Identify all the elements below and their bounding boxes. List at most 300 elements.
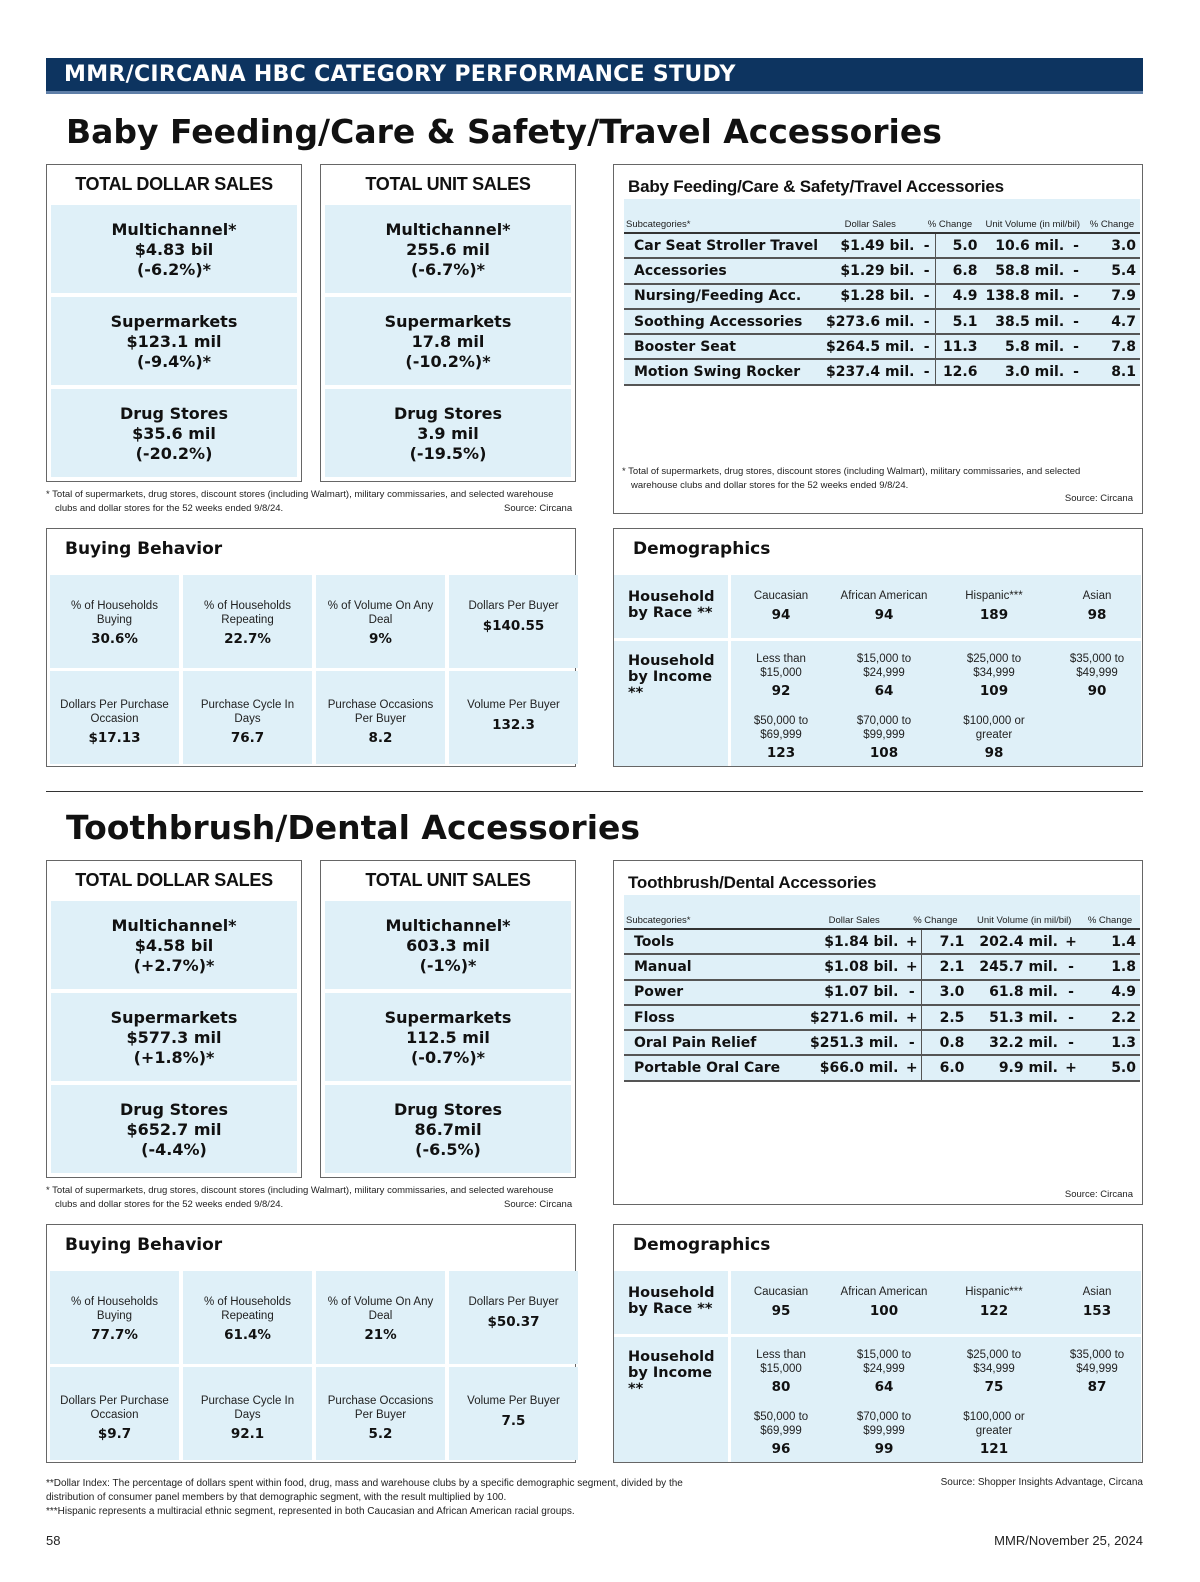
table-cell: 32.2 mil. bbox=[968, 1030, 1062, 1055]
buying-metric bbox=[50, 671, 179, 764]
total-dollar-sales-box bbox=[46, 164, 302, 482]
metric-value: 61.4% bbox=[224, 1327, 271, 1343]
metric-value: 7.5 bbox=[501, 1412, 526, 1429]
table-cell: Motion Swing Rocker bbox=[624, 359, 822, 384]
sales-line: (-20.2%) bbox=[135, 444, 213, 463]
table-cell: 10.6 mil. bbox=[981, 233, 1068, 258]
sales-line: 255.6 mil bbox=[406, 240, 490, 259]
sales-line: $652.7 mil bbox=[126, 1120, 222, 1139]
race-name: Asian bbox=[1082, 590, 1112, 602]
metric-label: % of Households Buying bbox=[71, 600, 158, 626]
race-index: 98 bbox=[1087, 606, 1107, 623]
income-label: Household by Income ** bbox=[628, 653, 715, 701]
table-cell: - bbox=[902, 980, 921, 1005]
column-header: Subcategories* bbox=[624, 199, 822, 233]
table-cell: $1.07 bil. bbox=[806, 980, 902, 1005]
sales-line: Supermarkets bbox=[110, 312, 238, 331]
table-cell: - bbox=[918, 233, 935, 258]
sales-line: Multichannel* bbox=[385, 916, 511, 935]
subcategory-table bbox=[624, 199, 1140, 386]
table-cell: 245.7 mil. bbox=[968, 954, 1062, 979]
race-index: 189 bbox=[979, 606, 1009, 623]
sales-cell bbox=[325, 297, 571, 385]
buying-behavior-title: Buying Behavior bbox=[65, 1235, 223, 1255]
table-cell: 51.3 mil. bbox=[968, 1005, 1062, 1030]
column-header: Dollar Sales bbox=[822, 199, 918, 233]
metric-value: $140.55 bbox=[482, 617, 545, 634]
table-cell: 8.1 bbox=[1084, 359, 1140, 384]
footer-source: Source: Shopper Insights Advantage, Circana bbox=[940, 1477, 1143, 1488]
income-bracket: $35,000 to $49,999 bbox=[1069, 653, 1125, 679]
table-cell: - bbox=[1068, 233, 1084, 258]
table-cell: Tools bbox=[624, 929, 806, 954]
demographics-title: Demographics bbox=[633, 539, 771, 559]
sales-footnote: * Total of supermarkets, drug stores, discount stores (including Walmart), military commissaries, and selected warehouse clubs and dollar stores for the 52 weeks ended 9/8/24. bbox=[46, 1185, 554, 1210]
page-number: 58 bbox=[46, 1533, 61, 1548]
table-cell: $273.6 mil. bbox=[822, 309, 918, 334]
column-header: % Change bbox=[1084, 199, 1140, 233]
table-cell: Nursing/Feeding Acc. bbox=[624, 284, 822, 309]
income-metric bbox=[944, 653, 1044, 699]
sales-line: (-6.7%)* bbox=[410, 260, 485, 279]
race-metric bbox=[1047, 590, 1147, 623]
race-metric bbox=[731, 1286, 831, 1319]
income-index: 87 bbox=[1087, 1379, 1107, 1395]
race-index: 100 bbox=[869, 1302, 899, 1319]
table-cell: - bbox=[902, 1030, 921, 1055]
race-metric bbox=[944, 1286, 1044, 1319]
table-cell: $264.5 mil. bbox=[822, 334, 918, 359]
table-cell: 38.5 mil. bbox=[981, 309, 1068, 334]
table-cell: - bbox=[918, 309, 935, 334]
sales-line: (-0.7%)* bbox=[410, 1048, 485, 1067]
table-row bbox=[624, 334, 1140, 359]
table-cell: + bbox=[1062, 1055, 1080, 1080]
table-cell: 5.0 bbox=[1080, 1055, 1140, 1080]
sales-line: Supermarkets bbox=[384, 312, 512, 331]
table-cell: - bbox=[918, 258, 935, 283]
sales-line: (-6.2%)* bbox=[136, 260, 211, 279]
metric-value: 92.1 bbox=[230, 1426, 265, 1442]
table-cell: Power bbox=[624, 980, 806, 1005]
metric-label: % of Volume On Any Deal bbox=[327, 600, 434, 626]
table-row bbox=[624, 1055, 1140, 1080]
table-header-row bbox=[624, 199, 1140, 233]
metric-label: % of Households Repeating bbox=[204, 1296, 291, 1322]
buying-metric bbox=[449, 1271, 578, 1364]
subcategory-table-box bbox=[613, 164, 1143, 514]
income-bracket: $15,000 to $24,999 bbox=[856, 1349, 912, 1375]
income-bracket: $25,000 to $34,999 bbox=[966, 653, 1022, 679]
table-cell: 2.2 bbox=[1080, 1005, 1140, 1030]
income-metric bbox=[834, 715, 934, 761]
table-cell: 9.9 mil. bbox=[968, 1055, 1062, 1080]
table-cell: - bbox=[1068, 359, 1084, 384]
sales-line: 603.3 mil bbox=[406, 936, 490, 955]
buying-metric bbox=[449, 671, 578, 764]
race-name: Caucasian bbox=[753, 1286, 809, 1298]
demographics-box bbox=[613, 1224, 1143, 1463]
table-cell: 1.4 bbox=[1080, 929, 1140, 954]
table-cell: 1.8 bbox=[1080, 954, 1140, 979]
metric-value: $50.37 bbox=[487, 1313, 540, 1330]
sales-cell bbox=[325, 1085, 571, 1173]
table-cell: $1.08 bil. bbox=[806, 954, 902, 979]
income-index: 108 bbox=[869, 745, 899, 761]
demographics-box bbox=[613, 528, 1143, 767]
table-cell: 3.0 bbox=[922, 980, 969, 1005]
metric-label: Purchase Occasions Per Buyer bbox=[327, 1395, 434, 1421]
column-header: Unit Volume (in mil/bil) bbox=[968, 895, 1080, 929]
buying-metric bbox=[316, 575, 445, 668]
table-cell: Accessories bbox=[624, 258, 822, 283]
table-cell: - bbox=[1062, 980, 1080, 1005]
buying-metric bbox=[183, 1367, 312, 1460]
income-index: 96 bbox=[771, 1441, 791, 1457]
buying-metric bbox=[449, 1367, 578, 1460]
section-title: Baby Feeding/Care & Safety/Travel Accessories bbox=[66, 112, 942, 151]
sales-line: Drug Stores bbox=[393, 1100, 502, 1119]
buying-metric bbox=[316, 671, 445, 764]
income-bracket: Less than $15,000 bbox=[756, 1349, 806, 1375]
income-bracket: Less than $15,000 bbox=[756, 653, 806, 679]
footer-notes bbox=[46, 1477, 686, 1519]
sales-line: Multichannel* bbox=[111, 220, 237, 239]
race-metric bbox=[1047, 1286, 1147, 1319]
table-cell: 2.1 bbox=[922, 954, 969, 979]
table-cell: 7.1 bbox=[922, 929, 969, 954]
sales-line: 86.7mil bbox=[414, 1120, 482, 1139]
income-bracket: $15,000 to $24,999 bbox=[856, 653, 912, 679]
footnote-hispanic: ***Hispanic represents a multiracial ethnic segment, represented in both Caucasian and African American racial groups. bbox=[46, 1506, 575, 1517]
income-metric bbox=[1047, 1349, 1147, 1395]
race-metric bbox=[731, 590, 831, 623]
table-cell: $1.28 bil. bbox=[822, 284, 918, 309]
income-index: 123 bbox=[766, 745, 796, 761]
income-metric bbox=[731, 715, 831, 761]
table-cell: - bbox=[1062, 954, 1080, 979]
race-index: 95 bbox=[771, 1302, 791, 1319]
table-cell: + bbox=[902, 1055, 921, 1080]
income-metric bbox=[834, 653, 934, 699]
buying-metric bbox=[316, 1367, 445, 1460]
table-cell: 3.0 bbox=[1084, 233, 1140, 258]
metric-value: 22.7% bbox=[224, 631, 271, 647]
sales-line: $123.1 mil bbox=[126, 332, 222, 351]
metric-label: Dollars Per Buyer bbox=[468, 600, 559, 612]
table-cell: - bbox=[1062, 1005, 1080, 1030]
subcategory-table-box bbox=[613, 860, 1143, 1205]
metric-value: 9% bbox=[369, 631, 392, 647]
total-dollar-sales-box bbox=[46, 860, 302, 1178]
table-cell: + bbox=[902, 954, 921, 979]
metric-label: Purchase Occasions Per Buyer bbox=[327, 699, 434, 725]
metric-label: % of Households Buying bbox=[71, 1296, 158, 1322]
income-index: 90 bbox=[1087, 683, 1107, 699]
table-cell: 6.8 bbox=[935, 258, 981, 283]
buying-metric bbox=[183, 1271, 312, 1364]
income-metric bbox=[944, 1349, 1044, 1395]
subcategory-footnote: * Total of supermarkets, drug stores, discount stores (including Walmart), military commissaries, and selected warehouse clubs and dollar stores for the 52 weeks ended 9/8/24. bbox=[622, 466, 1081, 491]
income-index: 64 bbox=[874, 683, 894, 699]
income-index: 109 bbox=[979, 683, 1009, 699]
table-row bbox=[624, 1005, 1140, 1030]
table-header-row bbox=[624, 895, 1140, 929]
table-row bbox=[624, 258, 1140, 283]
table-cell: Booster Seat bbox=[624, 334, 822, 359]
table-cell: 5.0 bbox=[935, 233, 981, 258]
subcategory-table-title: Toothbrush/Dental Accessories bbox=[628, 873, 877, 892]
table-cell: 4.7 bbox=[1084, 309, 1140, 334]
column-header: Dollar Sales bbox=[806, 895, 902, 929]
race-index: 153 bbox=[1082, 1302, 1112, 1319]
column-header: Unit Volume (in mil/bil) bbox=[981, 199, 1084, 233]
subcategory-table-title: Baby Feeding/Care & Safety/Travel Accessories bbox=[628, 177, 1004, 196]
metric-label: % of Volume On Any Deal bbox=[327, 1296, 434, 1322]
race-metric bbox=[834, 590, 934, 623]
income-index: 75 bbox=[984, 1379, 1004, 1395]
metric-value: 8.2 bbox=[368, 730, 393, 746]
sales-cell bbox=[325, 205, 571, 293]
race-name: Caucasian bbox=[753, 590, 809, 602]
table-row bbox=[624, 1030, 1140, 1055]
table-cell: - bbox=[918, 334, 935, 359]
column-header: % Change bbox=[902, 895, 968, 929]
section-title: Toothbrush/Dental Accessories bbox=[66, 808, 641, 847]
sales-cell bbox=[51, 205, 297, 293]
table-cell: 3.0 mil. bbox=[981, 359, 1068, 384]
table-cell: Soothing Accessories bbox=[624, 309, 822, 334]
metric-label: Purchase Cycle In Days bbox=[200, 1395, 295, 1421]
sales-line: Supermarkets bbox=[110, 1008, 238, 1027]
table-cell: 12.6 bbox=[935, 359, 981, 384]
issue-date: MMR/November 25, 2024 bbox=[994, 1533, 1143, 1548]
income-index: 64 bbox=[874, 1379, 894, 1395]
sales-line: Multichannel* bbox=[111, 916, 237, 935]
income-index: 99 bbox=[874, 1441, 894, 1457]
metric-label: Volume Per Buyer bbox=[467, 1395, 560, 1407]
table-cell: 11.3 bbox=[935, 334, 981, 359]
table-cell: Oral Pain Relief bbox=[624, 1030, 806, 1055]
sales-line: (-9.4%)* bbox=[136, 352, 211, 371]
race-index: 94 bbox=[874, 606, 894, 623]
table-cell: $1.29 bil. bbox=[822, 258, 918, 283]
sales-line: (-4.4%) bbox=[141, 1140, 207, 1159]
section-divider bbox=[46, 791, 1143, 792]
table-cell: Floss bbox=[624, 1005, 806, 1030]
table-cell: $66.0 mil. bbox=[806, 1055, 902, 1080]
income-index: 92 bbox=[771, 683, 791, 699]
table-cell: $1.49 bil. bbox=[822, 233, 918, 258]
table-cell: 6.0 bbox=[922, 1055, 969, 1080]
buying-behavior-box bbox=[46, 1224, 576, 1463]
subcategory-table bbox=[624, 895, 1140, 1082]
metric-label: Dollars Per Buyer bbox=[468, 1296, 559, 1308]
footnote-dollar-index: **Dollar Index: The percentage of dollars spent within food, drug, mass and warehouse clubs by a specific demographic segment, divided by the distribution of consumer panel members by that demographic segment, with the result multiplied by 100. bbox=[46, 1478, 683, 1503]
table-cell: - bbox=[1068, 334, 1084, 359]
total-unit-sales-box bbox=[320, 164, 576, 482]
race-label: Household by Race ** bbox=[628, 1285, 715, 1317]
income-metric bbox=[834, 1349, 934, 1395]
metric-value: 76.7 bbox=[230, 730, 265, 746]
income-metric bbox=[731, 1349, 831, 1395]
sales-line: Drug Stores bbox=[119, 1100, 228, 1119]
race-name: African American bbox=[840, 590, 928, 602]
sales-line: $577.3 mil bbox=[126, 1028, 222, 1047]
sales-source: Source: Circana bbox=[504, 1199, 573, 1210]
sales-cell bbox=[325, 389, 571, 477]
table-cell: + bbox=[902, 929, 921, 954]
table-cell: $237.4 mil. bbox=[822, 359, 918, 384]
table-cell: 1.3 bbox=[1080, 1030, 1140, 1055]
table-cell: Manual bbox=[624, 954, 806, 979]
income-metric bbox=[834, 1411, 934, 1457]
total-unit-sales-box bbox=[320, 860, 576, 1178]
race-name: African American bbox=[840, 1286, 928, 1298]
table-cell: - bbox=[1068, 258, 1084, 283]
income-index: 80 bbox=[771, 1379, 791, 1395]
income-index: 98 bbox=[984, 745, 1004, 761]
race-name: Hispanic*** bbox=[965, 1286, 1023, 1298]
table-cell: $271.6 mil. bbox=[806, 1005, 902, 1030]
buying-behavior-box bbox=[46, 528, 576, 767]
sales-line: $4.83 bil bbox=[134, 240, 214, 259]
sales-cell bbox=[51, 1085, 297, 1173]
race-index: 94 bbox=[771, 606, 791, 623]
metric-label: Dollars Per Purchase Occasion bbox=[60, 699, 169, 725]
metric-label: Purchase Cycle In Days bbox=[200, 699, 295, 725]
metric-value: 5.2 bbox=[368, 1426, 393, 1442]
race-name: Asian bbox=[1082, 1286, 1112, 1298]
table-cell: 7.9 bbox=[1084, 284, 1140, 309]
table-cell: 58.8 mil. bbox=[981, 258, 1068, 283]
sales-source: Source: Circana bbox=[504, 503, 573, 514]
table-row bbox=[624, 980, 1140, 1005]
race-label: Household by Race ** bbox=[628, 589, 715, 621]
table-row bbox=[624, 359, 1140, 384]
column-header: Subcategories* bbox=[624, 895, 806, 929]
sales-footnote: * Total of supermarkets, drug stores, discount stores (including Walmart), military commissaries, and selected warehouse clubs and dollar stores for the 52 weeks ended 9/8/24. bbox=[46, 489, 554, 514]
table-cell: - bbox=[918, 359, 935, 384]
sales-line: Supermarkets bbox=[384, 1008, 512, 1027]
table-cell: - bbox=[1068, 284, 1084, 309]
metric-value: $9.7 bbox=[97, 1426, 132, 1442]
table-cell: 2.5 bbox=[922, 1005, 969, 1030]
table-cell: 5.8 mil. bbox=[981, 334, 1068, 359]
metric-value: 132.3 bbox=[492, 716, 535, 733]
table-cell: 138.8 mil. bbox=[981, 284, 1068, 309]
subcategory-source: Source: Circana bbox=[1064, 1189, 1133, 1200]
table-cell: 202.4 mil. bbox=[968, 929, 1062, 954]
sales-line: (-1%)* bbox=[419, 956, 477, 975]
income-bracket: $50,000 to $69,999 bbox=[753, 715, 809, 741]
sales-line: Drug Stores bbox=[119, 404, 228, 423]
column-header: % Change bbox=[1080, 895, 1140, 929]
metric-label: Volume Per Buyer bbox=[467, 699, 560, 711]
metric-value: 77.7% bbox=[91, 1327, 138, 1343]
income-label: Household by Income ** bbox=[628, 1349, 715, 1397]
table-cell: + bbox=[1062, 929, 1080, 954]
sales-line: (-10.2%)* bbox=[405, 352, 491, 371]
sales-line: $4.58 bil bbox=[134, 936, 214, 955]
table-cell: 5.1 bbox=[935, 309, 981, 334]
table-row bbox=[624, 233, 1140, 258]
sales-cell bbox=[325, 901, 571, 989]
income-bracket: $70,000 to $99,999 bbox=[856, 1411, 912, 1437]
box-heading: TOTAL DOLLAR SALES bbox=[75, 870, 273, 890]
sales-cell bbox=[325, 993, 571, 1081]
column-header: % Change bbox=[918, 199, 981, 233]
sales-cell bbox=[51, 389, 297, 477]
sales-line: (-19.5%) bbox=[409, 444, 487, 463]
table-cell: 4.9 bbox=[1080, 980, 1140, 1005]
sales-line: Multichannel* bbox=[385, 220, 511, 239]
sales-line: $35.6 mil bbox=[132, 424, 216, 443]
race-metric bbox=[834, 1286, 934, 1319]
income-bracket: $25,000 to $34,999 bbox=[966, 1349, 1022, 1375]
table-row bbox=[624, 309, 1140, 334]
income-metric bbox=[944, 715, 1044, 761]
income-bracket: $100,000 or greater bbox=[963, 715, 1025, 741]
table-cell: - bbox=[1068, 309, 1084, 334]
table-cell: + bbox=[902, 1005, 921, 1030]
metric-value: 30.6% bbox=[91, 631, 138, 647]
race-metric bbox=[944, 590, 1044, 623]
buying-behavior-title: Buying Behavior bbox=[65, 539, 223, 559]
box-heading: TOTAL DOLLAR SALES bbox=[75, 174, 273, 194]
sales-line: 3.9 mil bbox=[417, 424, 479, 443]
box-heading: TOTAL UNIT SALES bbox=[365, 174, 531, 194]
table-cell: $1.84 bil. bbox=[806, 929, 902, 954]
sales-line: 112.5 mil bbox=[406, 1028, 490, 1047]
box-heading: TOTAL UNIT SALES bbox=[365, 870, 531, 890]
income-metric bbox=[944, 1411, 1044, 1457]
table-cell: 4.9 bbox=[935, 284, 981, 309]
buying-metric bbox=[316, 1271, 445, 1364]
table-row bbox=[624, 284, 1140, 309]
subcategory-source: Source: Circana bbox=[1064, 493, 1133, 504]
table-cell: 61.8 mil. bbox=[968, 980, 1062, 1005]
sales-cell bbox=[51, 297, 297, 385]
sales-line: Drug Stores bbox=[393, 404, 502, 423]
sales-cell bbox=[51, 993, 297, 1081]
buying-metric bbox=[183, 671, 312, 764]
income-metric bbox=[731, 653, 831, 699]
income-metric bbox=[731, 1411, 831, 1457]
income-bracket: $70,000 to $99,999 bbox=[856, 715, 912, 741]
buying-metric bbox=[449, 575, 578, 668]
sales-line: 17.8 mil bbox=[411, 332, 485, 351]
metric-label: Dollars Per Purchase Occasion bbox=[60, 1395, 169, 1421]
buying-metric bbox=[50, 575, 179, 668]
race-name: Hispanic*** bbox=[965, 590, 1023, 602]
table-cell: Car Seat Stroller Travel bbox=[624, 233, 822, 258]
table-row bbox=[624, 954, 1140, 979]
table-cell: $251.3 mil. bbox=[806, 1030, 902, 1055]
table-cell: 7.8 bbox=[1084, 334, 1140, 359]
metric-value: $17.13 bbox=[88, 730, 141, 746]
table-cell: 5.4 bbox=[1084, 258, 1140, 283]
banner: MMR/CIRCANA HBC CATEGORY PERFORMANCE STUDY bbox=[46, 58, 1143, 94]
table-cell: - bbox=[1062, 1030, 1080, 1055]
table-cell: - bbox=[918, 284, 935, 309]
buying-metric bbox=[183, 575, 312, 668]
income-bracket: $35,000 to $49,999 bbox=[1069, 1349, 1125, 1375]
buying-metric bbox=[50, 1271, 179, 1364]
income-index: 121 bbox=[979, 1441, 1009, 1457]
demographics-title: Demographics bbox=[633, 1235, 771, 1255]
metric-value: 21% bbox=[364, 1327, 397, 1343]
